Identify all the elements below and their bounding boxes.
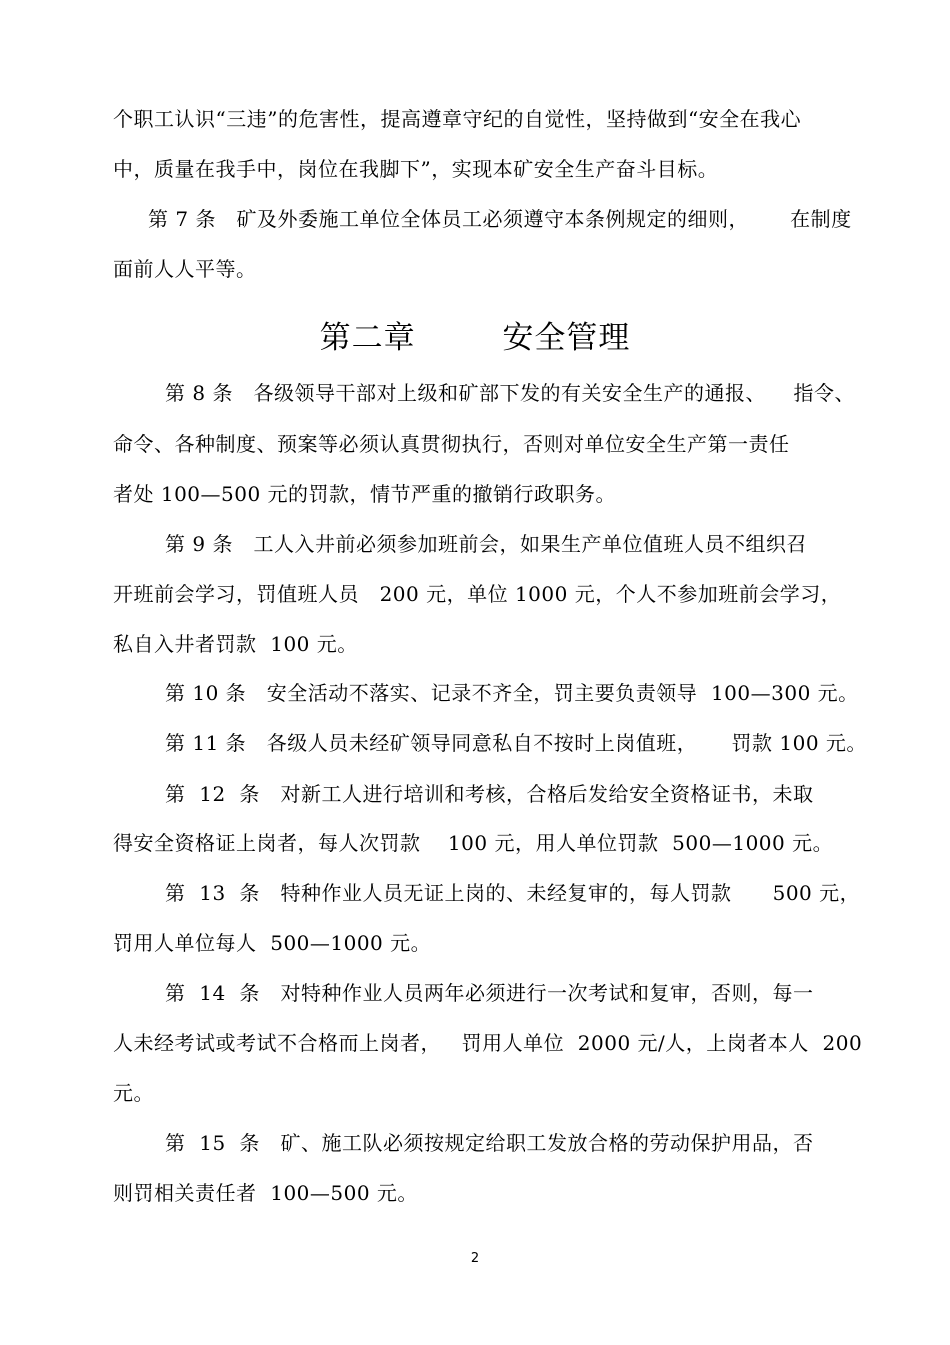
- article-15-line: 第 15 条 矿、施工队必须按规定给职工发放合格的劳动保护用品，否: [165, 1131, 814, 1155]
- article-7-line: 面前人人平等。: [113, 257, 257, 281]
- article-10-line: 第 10 条 安全活动不落实、记录不齐全，罚主要负责领导 100—300 元。: [165, 681, 859, 705]
- article-12-line: 得安全资格证上岗者，每人次罚款 100 元，用人单位罚款 500—1000 元。: [113, 831, 834, 855]
- article-9-line: 第 9 条 工人入井前必须参加班前会，如果生产单位值班人员不组织召: [165, 532, 808, 556]
- article-9-line: 开班前会学习，罚值班人员 200 元，单位 1000 元，个人不参加班前会学习，: [113, 582, 842, 606]
- text-line: 个职工认识“三违”的危害性，提高遵章守纪的自觉性，坚持做到“安全在我心: [113, 107, 802, 131]
- page-number: 2: [470, 1251, 480, 1266]
- text-line: 中，质量在我手中，岗位在我脚下”，实现本矿安全生产奋斗目标。: [113, 157, 719, 181]
- article-8-line: 第 8 条 各级领导干部对上级和矿部下发的有关安全生产的通报、 指令、: [165, 381, 855, 405]
- article-13-line: 罚用人单位每人 500—1000 元。: [113, 931, 432, 955]
- article-9-line: 私自入井者罚款 100 元。: [113, 632, 358, 656]
- chapter-title: 第二章 安全管理: [319, 320, 631, 356]
- article-8-line: 者处 100—500 元的罚款，情节严重的撤销行政职务。: [113, 482, 617, 506]
- article-7-line: 第 7 条 矿及外委施工单位全体员工必须遵守本条例规定的细则， 在制度: [148, 207, 852, 231]
- article-14-line: 元。: [113, 1081, 154, 1105]
- article-14-line: 人未经考试或考试不合格而上岗者， 罚用人单位 2000 元/人，上岗者本人 200: [113, 1031, 863, 1055]
- article-13-line: 第 13 条 特种作业人员无证上岗的、未经复审的，每人罚款 500 元，: [165, 881, 861, 905]
- article-14-line: 第 14 条 对特种作业人员两年必须进行一次考试和复审，否则，每一: [165, 981, 814, 1005]
- article-15-line: 则罚相关责任者 100—500 元。: [113, 1181, 418, 1205]
- article-11-line: 第 11 条 各级人员未经矿领导同意私自不按时上岗值班， 罚款 100 元。: [165, 731, 867, 755]
- article-12-line: 第 12 条 对新工人进行培训和考核，合格后发给安全资格证书，未取: [165, 782, 814, 806]
- article-8-line: 命令、各种制度、预案等必须认真贯彻执行，否则对单位安全生产第一责任: [113, 432, 790, 456]
